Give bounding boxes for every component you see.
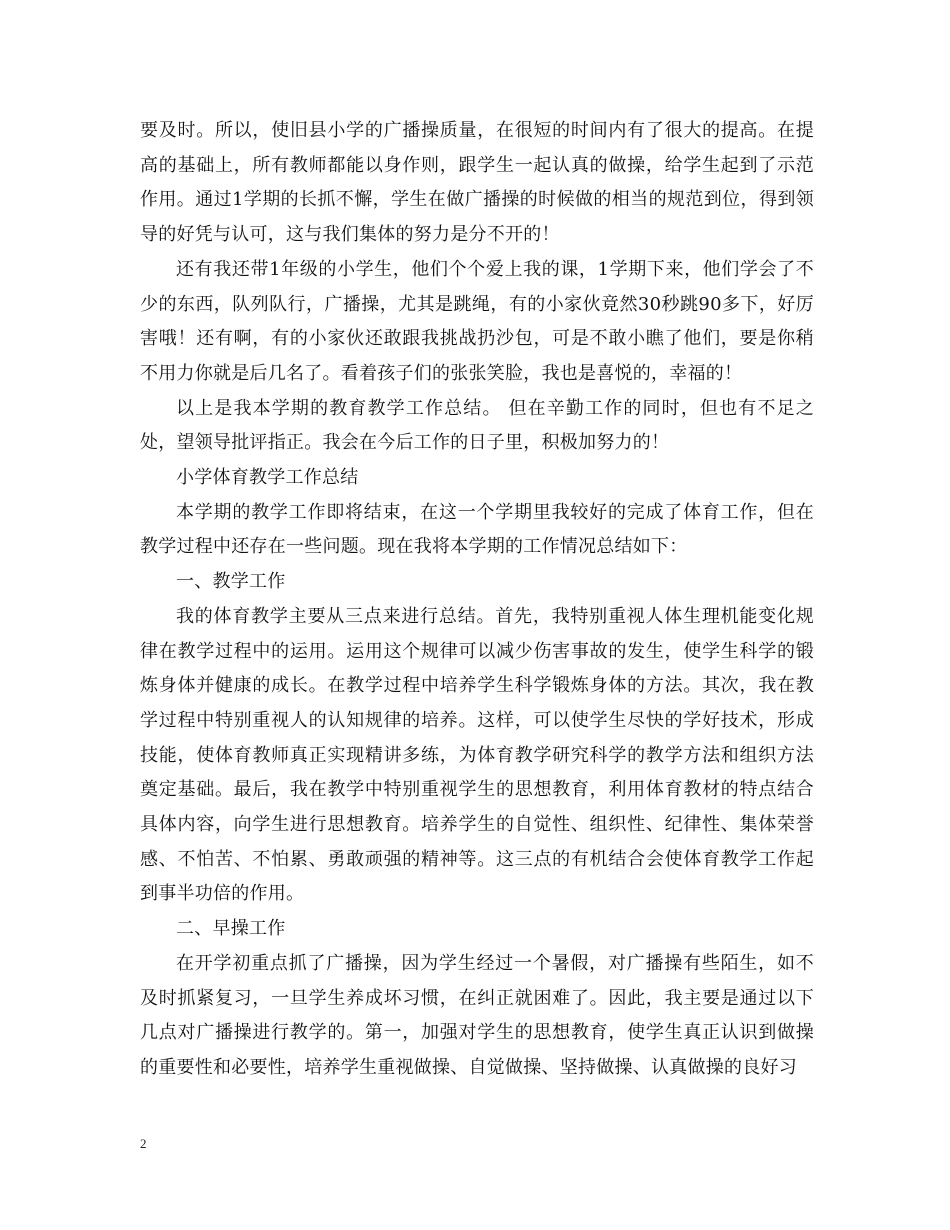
paragraph-broadcast-exercise-quality: 要及时。所以，使旧县小学的广播操质量，在很短的时间内有了很大的提高。在提高的基础上，所有教师都能以身作则，跟学生一起认真的做操，给学生起到了示范作用。通过1学期的长抓不懈，学生在做广播操的时候做的相当的规范到位，得到领导的好凭与认可，这与我们集体的努力是分不开的！ <box>140 120 814 246</box>
heading-teaching-work: 一、教学工作 <box>176 571 286 593</box>
page-number: 2 <box>140 1136 147 1151</box>
paragraph-morning-exercise: 在开学初重点抓了广播操，因为学生经过一个暑假，对广播操有些陌生，如不及时抓紧复习，一旦学生养成坏习惯，在纠正就困难了。因此，我主要是通过以下几点对广播操进行教学的。第一，加强对学生的思想教育，使学生真正认识到做操的重要性和必要性，培养学生重视做操、自觉做操、坚持做操、认真做操的良好习 <box>140 952 814 1078</box>
section-title: 小学体育教学工作总结 <box>176 467 359 489</box>
paragraph-semester-summary: 以上是我本学期的教育教学工作总结。 但在辛勤工作的同时，但也有不足之处，望领导批评指正。我会在今后工作的日子里，积极加努力的！ <box>140 397 814 454</box>
paragraph-first-grade-students: 还有我还带1年级的小学生，他们个个爱上我的课，1学期下来，他们学会了不少的东西，队列队行，广播操，尤其是跳绳，有的小家伙竟然30秒跳90多下，好厉害哦！还有啊，有的小家伙还敢跟我挑战扔沙包，可是不敢小瞧了他们，要是你稍不用力你就是后几名了。看着孩子们的张张笑脸，我也是喜悦的，幸福的！ <box>140 258 814 384</box>
paragraph-teaching-work: 我的体育教学主要从三点来进行总结。首先，我特别重视人体生理机能变化规律在教学过程中的运用。运用这个规律可以减少伤害事故的发生，使学生科学的锻炼身体并健康的成长。在教学过程中培养学生科学锻炼身体的方法。其次，我在教学过程中特别重视人的认知规律的培养。这样，可以使学生尽快的学好技术，形成技能，使体育教师真正实现精讲多练，为体育教学研究科学的教学方法和组织方法奠定基础。最后，我在教学中特别重视学生的思想教育，利用体育教材的特点结合具体内容，向学生进行思想教育。培养学生的自觉性、组织性、纪律性、集体荣誉感、不怕苦、不怕累、勇敢顽强的精神等。这三点的有机结合会使体育教学工作起到事半功倍的作用。 <box>140 605 814 905</box>
heading-morning-exercise: 二、早操工作 <box>176 918 286 940</box>
document-body <box>140 114 814 1086</box>
paragraph-introduction: 本学期的教学工作即将结束，在这一个学期里我较好的完成了体育工作，但在教学过程中还存在一些问题。现在我将本学期的工作情况总结如下： <box>140 501 814 558</box>
